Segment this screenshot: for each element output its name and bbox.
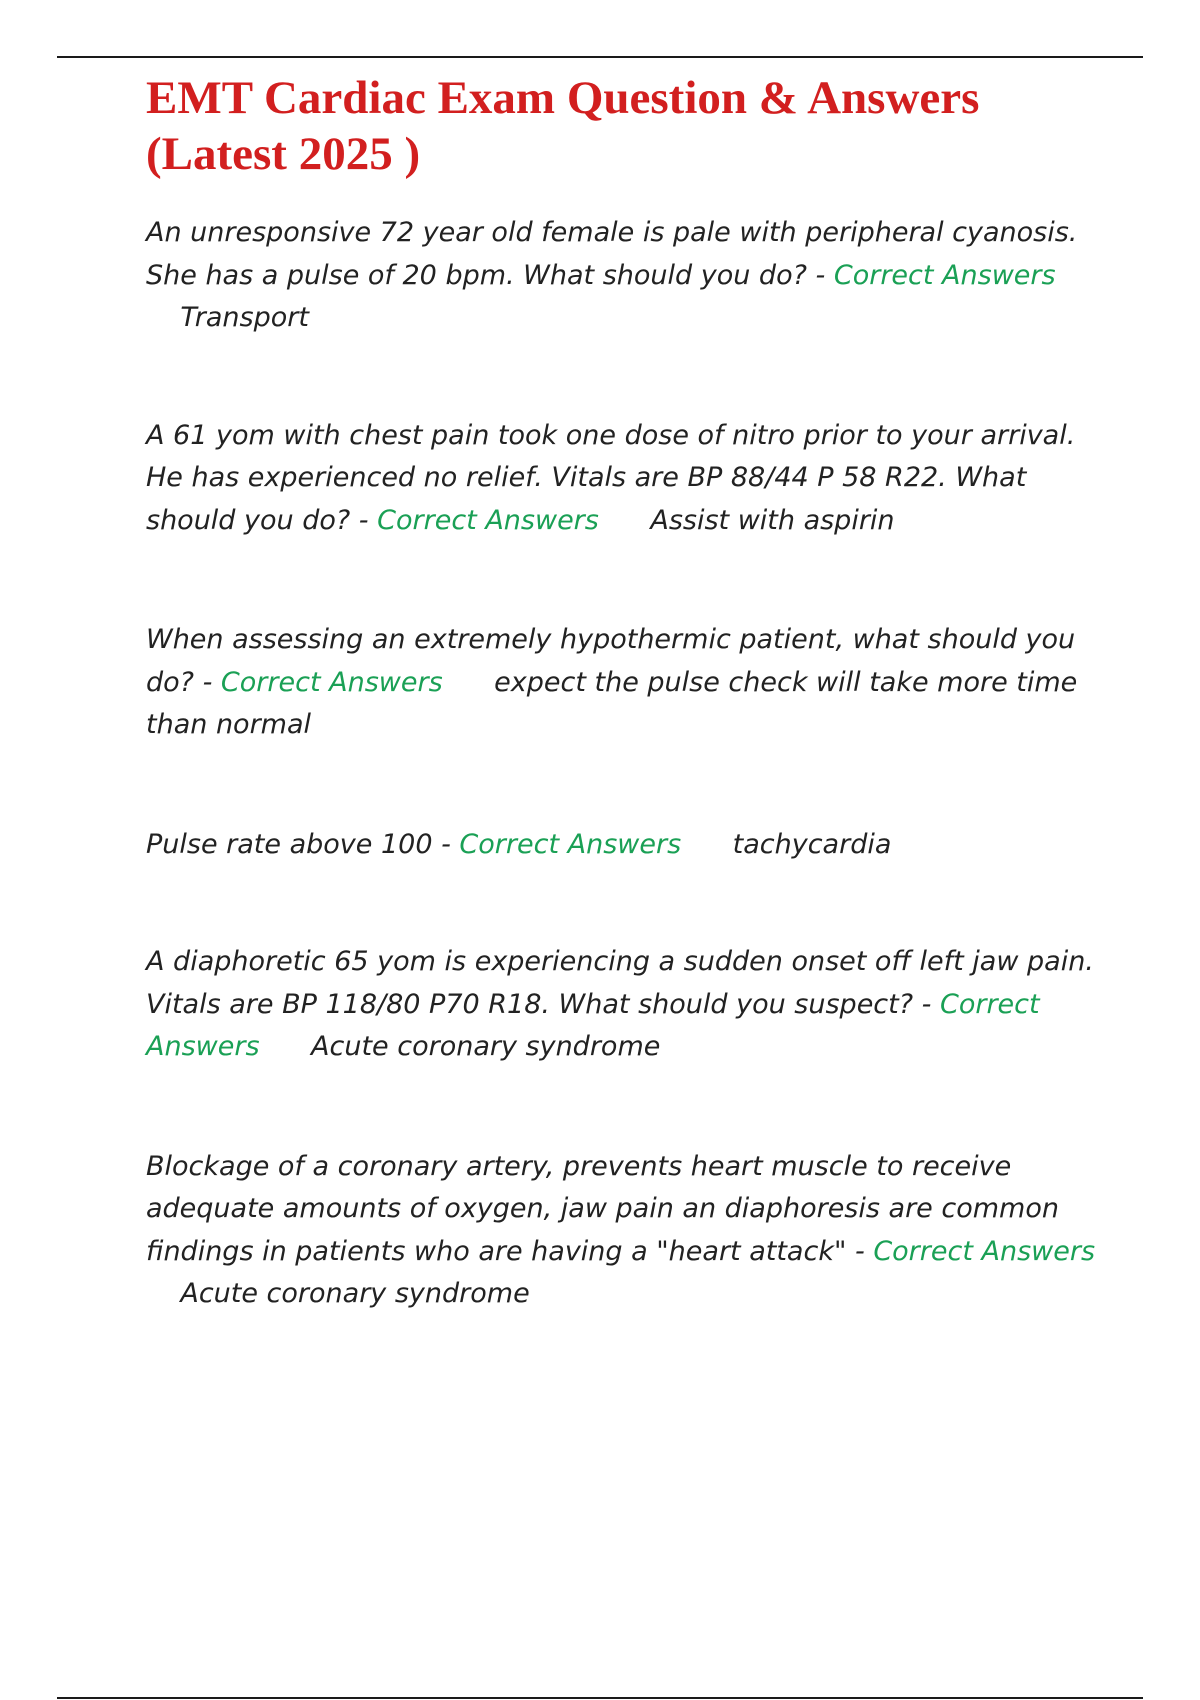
question-text: A diaphoretic 65 yom is experiencing a sudden onset off left jaw pain. Vitals are BP 118/80 P70 R18. What should you suspect? <box>146 946 1094 1020</box>
qa-item: An unresponsive 72 year old female is pale with peripheral cyanosis. She has a pulse of 20 bpm. What should you do? - Correct Answers Transport <box>146 217 1078 333</box>
question-text: Pulse rate above 100 <box>146 828 433 860</box>
correct-answers-label: Correct Answers <box>873 1235 1096 1267</box>
answer-value: Assist with aspirin <box>650 504 895 536</box>
answer-value: expect the pulse check will take more time than normal <box>146 666 1086 740</box>
qa-item: A diaphoretic 65 yom is experiencing a sudden onset off left jaw pain. Vitals are BP 118/80 P70 R18. What should you suspect? - Correct Answers Acute coronary syndrome <box>146 946 1094 1062</box>
qa-item: A 61 yom with chest pain took one dose of nitro prior to your arrival. He has experienced no relief. Vitals are BP 88/44 P 58 R22. What should you do? - Correct Answers Assist with aspirin <box>146 419 1076 536</box>
answer-text <box>146 1278 530 1309</box>
correct-answers-label: Correct Answers <box>146 988 1040 1062</box>
qa-item: Blockage of a coronary artery, prevents heart muscle to receive adequate amounts of oxygen, jaw pain an diaphoresis are common findings in patients who are having a "heart attack" - Correct Answers Acute coronary syndrome <box>146 1150 1096 1309</box>
correct-answers-label: Correct Answers <box>377 504 599 536</box>
top-rule <box>57 56 1143 58</box>
question-text: A 61 yom with chest pain took one dose of nitro prior to your arrival. He has experienced no relief. Vitals are BP 88/44 P 58 R22. What should you do? <box>146 419 1076 536</box>
answer-text <box>260 1031 661 1062</box>
answer-value: Transport <box>180 302 309 333</box>
question-text: Blockage of a coronary artery, prevents heart muscle to receive adequate amounts of oxygen, jaw pain an diaphoresis are common findings in patients who are having a "heart attack" <box>146 1150 1059 1267</box>
correct-answers-label: Correct Answers <box>833 259 1056 291</box>
answer-value: tachycardia <box>732 828 892 860</box>
correct-answers-label: Correct Answers <box>220 666 443 698</box>
document-title: EMT Cardiac Exam Question & Answers (Latest 2025 ) <box>146 72 980 180</box>
bottom-rule <box>57 1697 1143 1699</box>
qa-item: When assessing an extremely hypothermic patient, what should you do? - Correct Answers expect the pulse check will take more time than normal <box>146 624 1086 740</box>
correct-answers-label: Correct Answers <box>459 828 682 860</box>
document-content <box>146 70 1096 1316</box>
question-text: An unresponsive 72 year old female is pale with peripheral cyanosis. She has a pulse of 20 bpm. What should you do? <box>146 217 1078 291</box>
answer-value: Acute coronary syndrome <box>180 1278 530 1309</box>
answer-text <box>681 829 891 860</box>
answer-text <box>146 302 309 333</box>
qa-item: Pulse rate above 100 - Correct Answers tachycardia <box>146 828 892 860</box>
question-text: When assessing an extremely hypothermic patient, what should you do? <box>146 624 1076 698</box>
answer-value: Acute coronary syndrome <box>311 1031 661 1062</box>
answer-text <box>599 505 895 536</box>
